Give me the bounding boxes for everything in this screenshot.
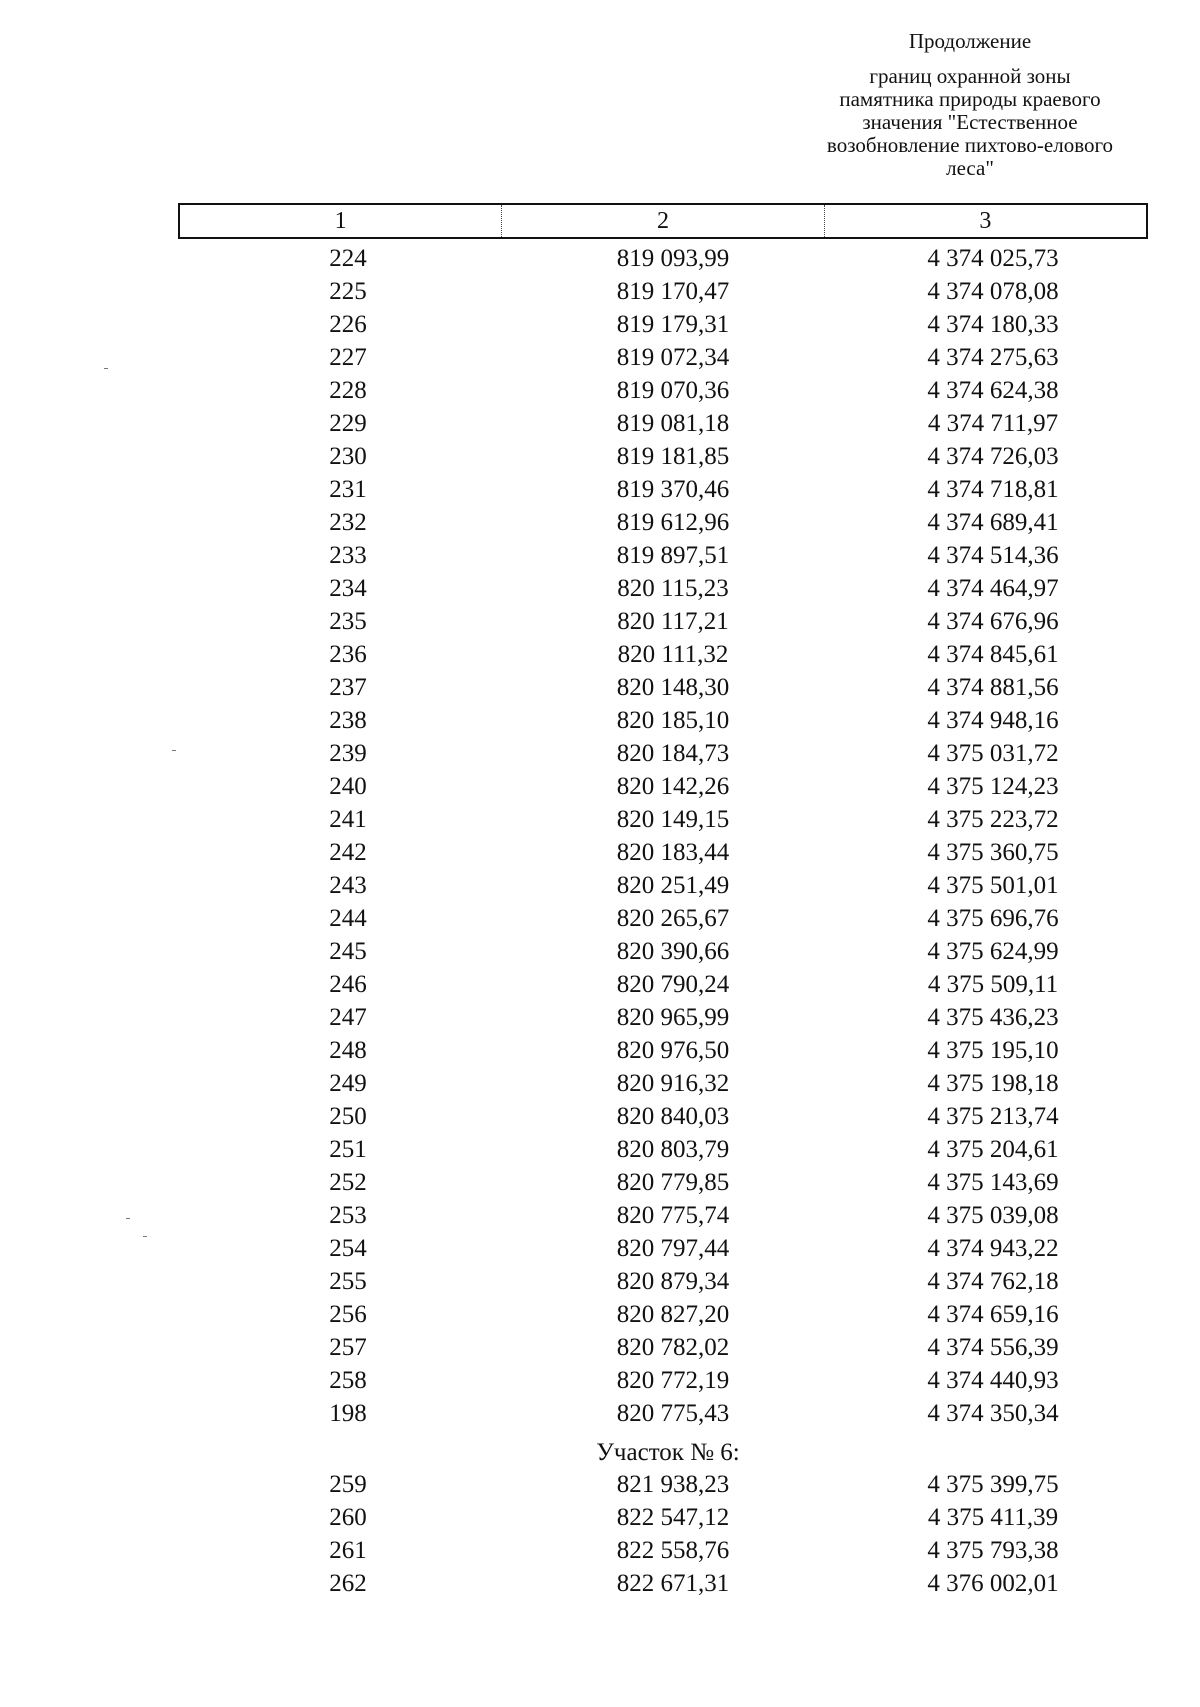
coordinate-y: 4 375 039,08 <box>927 1202 1059 1229</box>
table-row <box>178 1331 1148 1364</box>
coordinate-x: 820 148,30 <box>616 674 730 701</box>
coordinate-x: 819 070,36 <box>616 377 730 404</box>
table-row <box>178 506 1148 539</box>
table-row <box>178 1133 1148 1166</box>
coordinate-x: 820 840,03 <box>616 1103 730 1130</box>
point-number: 226 <box>329 311 367 338</box>
coordinate-y: 4 374 180,33 <box>927 311 1059 338</box>
table-row <box>178 1001 1148 1034</box>
coordinate-x: 820 265,67 <box>616 905 730 932</box>
column-header-2: 2 <box>501 205 823 237</box>
point-number: 247 <box>329 1004 367 1031</box>
coordinate-x: 820 183,44 <box>616 839 730 866</box>
coordinate-y: 4 376 002,01 <box>927 1570 1059 1597</box>
coordinate-y: 4 375 031,72 <box>927 740 1059 767</box>
coordinate-x: 822 558,76 <box>616 1537 730 1564</box>
column-header-3: 3 <box>824 205 1146 237</box>
point-number: 237 <box>329 674 367 701</box>
point-number: 242 <box>329 839 367 866</box>
point-number: 234 <box>329 575 367 602</box>
coordinate-y: 4 375 360,75 <box>927 839 1059 866</box>
table-row <box>178 539 1148 572</box>
table-row <box>178 1468 1148 1501</box>
point-number: 249 <box>329 1070 367 1097</box>
coordinate-x: 820 827,20 <box>616 1301 730 1328</box>
coordinate-x: 820 782,02 <box>616 1334 730 1361</box>
caption-line: границ охранной зоны <box>869 64 1071 88</box>
coordinate-x: 819 072,34 <box>616 344 730 371</box>
point-number: 238 <box>329 707 367 734</box>
coordinate-y: 4 374 556,39 <box>927 1334 1059 1361</box>
coordinate-x: 819 093,99 <box>616 245 730 272</box>
point-number: 227 <box>329 344 367 371</box>
table-row <box>178 374 1148 407</box>
point-number: 261 <box>329 1537 367 1564</box>
coordinate-y: 4 374 078,08 <box>927 278 1059 305</box>
point-number: 235 <box>329 608 367 635</box>
coordinate-x: 820 797,44 <box>616 1235 730 1262</box>
coordinate-y: 4 374 025,73 <box>927 245 1059 272</box>
table-row <box>178 1265 1148 1298</box>
point-number: 251 <box>329 1136 367 1163</box>
coordinate-x: 819 179,31 <box>616 311 730 338</box>
table-row <box>178 1567 1148 1600</box>
coordinate-x: 822 547,12 <box>616 1504 730 1531</box>
coordinate-x: 821 938,23 <box>616 1471 730 1498</box>
table-row <box>178 1501 1148 1534</box>
table-row <box>178 1397 1148 1430</box>
table-header <box>178 203 1148 239</box>
coordinate-y: 4 374 514,36 <box>927 542 1059 569</box>
table-row <box>178 1232 1148 1265</box>
coordinate-x: 820 775,43 <box>616 1400 730 1427</box>
scan-speck <box>172 750 176 751</box>
coordinate-x: 819 181,85 <box>616 443 730 470</box>
caption-line: памятника природы краевого <box>839 87 1101 111</box>
table-row <box>178 308 1148 341</box>
coordinate-y: 4 374 881,56 <box>927 674 1059 701</box>
table-row <box>178 341 1148 374</box>
coordinate-x: 819 897,51 <box>616 542 730 569</box>
point-number: 262 <box>329 1570 367 1597</box>
point-number: 254 <box>329 1235 367 1262</box>
point-number: 248 <box>329 1037 367 1064</box>
coordinate-y: 4 374 689,41 <box>927 509 1059 536</box>
coordinate-x: 820 251,49 <box>616 872 730 899</box>
point-number: 231 <box>329 476 367 503</box>
point-number: 233 <box>329 542 367 569</box>
table-row <box>178 869 1148 902</box>
coordinate-y: 4 374 275,63 <box>927 344 1059 371</box>
table-row <box>178 1298 1148 1331</box>
coordinate-x: 820 390,66 <box>616 938 730 965</box>
coordinate-y: 4 375 501,01 <box>927 872 1059 899</box>
point-number: 232 <box>329 509 367 536</box>
coordinate-x: 820 790,24 <box>616 971 730 998</box>
coordinate-x: 819 081,18 <box>616 410 730 437</box>
scan-speck <box>126 1218 130 1219</box>
coordinate-y: 4 374 948,16 <box>927 707 1059 734</box>
coordinate-y: 4 375 509,11 <box>927 971 1059 998</box>
coordinate-y: 4 375 793,38 <box>927 1537 1059 1564</box>
table-row <box>178 1166 1148 1199</box>
point-number: 246 <box>329 971 367 998</box>
coordinate-x: 819 370,46 <box>616 476 730 503</box>
table-row <box>178 803 1148 836</box>
coordinate-y: 4 374 718,81 <box>927 476 1059 503</box>
point-number: 240 <box>329 773 367 800</box>
table-row <box>178 638 1148 671</box>
scan-speck <box>143 1236 147 1237</box>
point-number: 259 <box>329 1471 367 1498</box>
coordinate-x: 820 185,10 <box>616 707 730 734</box>
coordinate-y: 4 375 399,75 <box>927 1471 1059 1498</box>
coordinate-y: 4 375 436,23 <box>927 1004 1059 1031</box>
table-row <box>178 407 1148 440</box>
point-number: 198 <box>329 1400 367 1427</box>
caption-line: леса" <box>946 156 994 180</box>
table-row <box>178 572 1148 605</box>
coordinate-y: 4 375 124,23 <box>927 773 1059 800</box>
table-row <box>178 671 1148 704</box>
coordinate-x: 820 772,19 <box>616 1367 730 1394</box>
coordinate-x: 820 965,99 <box>616 1004 730 1031</box>
coordinate-x: 820 879,34 <box>616 1268 730 1295</box>
point-number: 225 <box>329 278 367 305</box>
table-row <box>178 1199 1148 1232</box>
point-number: 230 <box>329 443 367 470</box>
point-number: 255 <box>329 1268 367 1295</box>
coordinate-x: 820 142,26 <box>616 773 730 800</box>
table-row <box>178 704 1148 737</box>
coordinate-y: 4 375 411,39 <box>927 1504 1059 1531</box>
point-number: 241 <box>329 806 367 833</box>
continuation-caption <box>790 30 1150 180</box>
coordinate-y: 4 374 726,03 <box>927 443 1059 470</box>
point-number: 224 <box>329 245 367 272</box>
table-row <box>178 737 1148 770</box>
coordinate-x: 822 671,31 <box>616 1570 730 1597</box>
table-row <box>178 1067 1148 1100</box>
coordinate-y: 4 375 624,99 <box>927 938 1059 965</box>
coordinate-y: 4 375 143,69 <box>927 1169 1059 1196</box>
point-number: 245 <box>329 938 367 965</box>
point-number: 252 <box>329 1169 367 1196</box>
caption-line: возобновление пихтово-елового <box>826 133 1114 157</box>
point-number: 258 <box>329 1367 367 1394</box>
point-number: 239 <box>329 740 367 767</box>
coordinate-y: 4 374 440,93 <box>927 1367 1059 1394</box>
coordinate-y: 4 375 195,10 <box>927 1037 1059 1064</box>
table-row <box>178 836 1148 869</box>
coordinate-x: 820 149,15 <box>616 806 730 833</box>
section-label: Участок № 6: <box>596 1439 740 1466</box>
point-number: 257 <box>329 1334 367 1361</box>
caption-continuation: Продолжение <box>908 29 1032 53</box>
coordinate-x: 819 612,96 <box>616 509 730 536</box>
coordinate-y: 4 374 845,61 <box>927 641 1059 668</box>
table-row <box>178 902 1148 935</box>
table-row <box>178 1364 1148 1397</box>
coordinate-y: 4 375 213,74 <box>927 1103 1059 1130</box>
table-row <box>178 968 1148 1001</box>
scan-speck <box>104 368 108 369</box>
coordinate-y: 4 375 223,72 <box>927 806 1059 833</box>
coordinate-y: 4 374 624,38 <box>927 377 1059 404</box>
coordinates-table-body <box>178 242 1148 1600</box>
coordinate-y: 4 374 350,34 <box>927 1400 1059 1427</box>
table-row <box>178 770 1148 803</box>
table-row <box>178 473 1148 506</box>
coordinate-x: 820 803,79 <box>616 1136 730 1163</box>
point-number: 250 <box>329 1103 367 1130</box>
point-number: 260 <box>329 1504 367 1531</box>
coordinate-y: 4 374 943,22 <box>927 1235 1059 1262</box>
coordinate-x: 820 184,73 <box>616 740 730 767</box>
column-header-1: 1 <box>334 207 347 234</box>
point-number: 256 <box>329 1301 367 1328</box>
point-number: 253 <box>329 1202 367 1229</box>
point-number: 243 <box>329 872 367 899</box>
table-row <box>178 275 1148 308</box>
table-row <box>178 440 1148 473</box>
coordinate-y: 4 374 464,97 <box>927 575 1059 602</box>
coordinate-x: 820 916,32 <box>616 1070 730 1097</box>
coordinate-x: 820 115,23 <box>617 575 729 602</box>
coordinate-x: 820 976,50 <box>616 1037 730 1064</box>
table-row <box>178 1034 1148 1067</box>
coordinate-x: 819 170,47 <box>616 278 730 305</box>
point-number: 244 <box>329 905 367 932</box>
table-row <box>178 1100 1148 1133</box>
coordinate-y: 4 374 711,97 <box>927 410 1059 437</box>
point-number: 229 <box>329 410 367 437</box>
table-row <box>178 242 1148 275</box>
point-number: 236 <box>329 641 367 668</box>
coordinate-y: 4 375 204,61 <box>927 1136 1059 1163</box>
coordinate-y: 4 374 762,18 <box>927 1268 1059 1295</box>
coordinate-y: 4 375 198,18 <box>927 1070 1059 1097</box>
table-row <box>178 935 1148 968</box>
coordinate-y: 4 375 696,76 <box>927 905 1059 932</box>
table-row <box>178 1534 1148 1567</box>
coordinate-x: 820 775,74 <box>616 1202 730 1229</box>
point-number: 228 <box>329 377 367 404</box>
coordinate-x: 820 111,32 <box>617 641 729 668</box>
coordinate-y: 4 374 659,16 <box>927 1301 1059 1328</box>
coordinate-x: 820 117,21 <box>617 608 729 635</box>
coordinate-y: 4 374 676,96 <box>927 608 1059 635</box>
caption-line: значения "Естественное <box>862 110 1078 134</box>
table-row <box>178 605 1148 638</box>
coordinate-x: 820 779,85 <box>616 1169 730 1196</box>
